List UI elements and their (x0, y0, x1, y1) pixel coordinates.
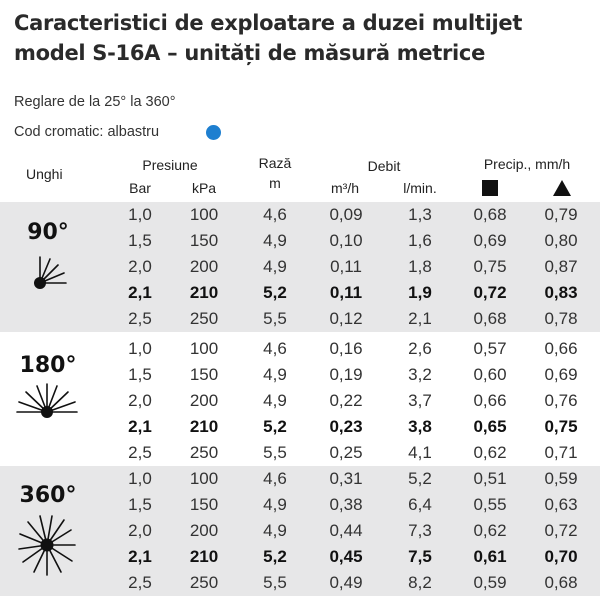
cell-precip-triangle: 0,78 (544, 309, 578, 328)
cell-precip-triangle: 0,59 (544, 469, 578, 488)
header-pressure: Presiune (142, 157, 198, 173)
cell-precip-triangle: 0,66 (544, 339, 578, 358)
cell-kpa: 210 (189, 417, 219, 436)
table-row-highlighted (0, 414, 600, 440)
cell-flow-m3h: 0,12 (329, 309, 363, 328)
cell-radius: 5,2 (263, 283, 287, 302)
table-row (0, 388, 600, 414)
cell-precip-square: 0,60 (473, 365, 507, 384)
cell-precip-triangle: 0,69 (544, 365, 578, 384)
black-square-icon (482, 180, 498, 196)
cell-kpa: 200 (189, 521, 219, 540)
cell-kpa: 200 (189, 391, 219, 410)
cell-bar: 2,0 (128, 521, 152, 540)
header-flow-lmin: l/min. (403, 180, 437, 196)
cell-flow-m3h: 0,45 (329, 547, 363, 566)
cell-radius: 4,9 (263, 231, 287, 250)
adjust-range-note: Reglare de la 25° la 360° (14, 94, 176, 110)
table-row-highlighted (0, 544, 600, 570)
header-precipitation: Precip., mm/h (483, 156, 571, 172)
cell-flow-lmin: 8,2 (408, 573, 432, 592)
cell-kpa: 210 (189, 283, 219, 302)
cell-precip-triangle: 0,75 (544, 417, 578, 436)
cell-flow-lmin: 4,1 (408, 443, 432, 462)
cell-bar: 1,5 (128, 365, 152, 384)
cell-precip-triangle: 0,71 (544, 443, 578, 462)
cell-radius: 4,6 (263, 339, 287, 358)
cell-bar: 2,0 (128, 257, 152, 276)
cell-radius: 5,5 (263, 573, 287, 592)
table-row (0, 570, 600, 596)
table-row-highlighted (0, 280, 600, 306)
cell-precip-square: 0,61 (473, 547, 507, 566)
table-row (0, 440, 600, 466)
header-radius-unit: m (269, 175, 281, 191)
page-title: Caracteristici de exploatare a duzei multijet model S-16A – unități de măsură metrice (14, 11, 523, 65)
cell-flow-m3h: 0,31 (329, 469, 363, 488)
cell-precip-square: 0,72 (473, 283, 507, 302)
cell-bar: 1,0 (128, 205, 152, 224)
header-radius: Rază (258, 155, 292, 171)
cell-bar: 1,5 (128, 495, 152, 514)
table-row (0, 306, 600, 332)
cell-radius: 4,9 (263, 495, 287, 514)
cell-bar: 1,0 (128, 339, 152, 358)
table-row (0, 336, 600, 362)
cell-kpa: 250 (189, 309, 219, 328)
cell-precip-square: 0,62 (473, 443, 507, 462)
cell-bar: 2,5 (128, 309, 152, 328)
cell-bar: 2,1 (128, 283, 152, 302)
cell-precip-triangle: 0,80 (544, 231, 578, 250)
cell-precip-square: 0,69 (473, 231, 507, 250)
cell-kpa: 150 (189, 495, 219, 514)
cell-radius: 4,9 (263, 391, 287, 410)
cell-precip-triangle: 0,76 (544, 391, 578, 410)
table-row (0, 492, 600, 518)
cell-precip-square: 0,65 (473, 417, 507, 436)
color-code-note: Cod cromatic: albastru (14, 124, 160, 140)
cell-precip-square: 0,51 (473, 469, 507, 488)
cell-kpa: 250 (189, 443, 219, 462)
cell-flow-lmin: 7,5 (408, 547, 432, 566)
cell-precip-triangle: 0,79 (544, 205, 578, 224)
cell-bar: 2,5 (128, 573, 152, 592)
cell-flow-m3h: 0,38 (329, 495, 363, 514)
cell-precip-triangle: 0,63 (544, 495, 578, 514)
cell-precip-triangle: 0,70 (544, 547, 578, 566)
cell-kpa: 250 (189, 573, 219, 592)
cell-precip-square: 0,75 (473, 257, 507, 276)
section-360 (0, 466, 600, 596)
cell-radius: 4,6 (263, 205, 287, 224)
cell-flow-m3h: 0,25 (329, 443, 363, 462)
header-flow-m3h: m³/h (331, 180, 359, 196)
table-row (0, 518, 600, 544)
angle-label: 90° (27, 220, 69, 245)
black-triangle-icon (553, 180, 571, 196)
cell-flow-m3h: 0,11 (329, 283, 363, 302)
cell-flow-lmin: 1,6 (408, 231, 432, 250)
cell-flow-m3h: 0,22 (329, 391, 363, 410)
cell-kpa: 150 (189, 231, 219, 250)
cell-bar: 2,5 (128, 443, 152, 462)
cell-kpa: 100 (189, 469, 219, 488)
cell-flow-lmin: 3,7 (408, 391, 432, 410)
cell-bar: 2,1 (128, 547, 152, 566)
table-row (0, 254, 600, 280)
table-row (0, 202, 600, 228)
cell-flow-m3h: 0,16 (329, 339, 363, 358)
header-kpa: kPa (191, 180, 217, 196)
cell-flow-lmin: 3,2 (408, 365, 432, 384)
cell-bar: 2,1 (128, 417, 152, 436)
angle-label: 360° (19, 483, 77, 508)
cell-kpa: 100 (189, 205, 219, 224)
cell-flow-m3h: 0,11 (330, 257, 362, 276)
cell-radius: 5,5 (263, 443, 287, 462)
section-180 (0, 336, 600, 466)
header-flow: Debit (367, 158, 401, 174)
cell-kpa: 200 (189, 257, 219, 276)
cell-precip-triangle: 0,72 (544, 521, 578, 540)
cell-radius: 5,2 (263, 417, 287, 436)
cell-kpa: 100 (189, 339, 219, 358)
cell-flow-m3h: 0,19 (329, 365, 363, 384)
cell-radius: 5,2 (263, 547, 287, 566)
cell-precip-square: 0,68 (473, 309, 507, 328)
angle-label: 180° (19, 353, 77, 378)
cell-bar: 2,0 (128, 391, 152, 410)
cell-precip-triangle: 0,68 (544, 573, 578, 592)
cell-bar: 1,0 (128, 469, 152, 488)
cell-flow-lmin: 1,9 (408, 283, 432, 302)
cell-flow-m3h: 0,44 (329, 521, 363, 540)
cell-flow-lmin: 2,1 (408, 309, 432, 328)
cell-flow-m3h: 0,09 (329, 205, 363, 224)
cell-flow-lmin: 6,4 (408, 495, 432, 514)
cell-kpa: 210 (189, 547, 219, 566)
cell-bar: 1,5 (128, 231, 152, 250)
table-row (0, 362, 600, 388)
cell-kpa: 150 (189, 365, 219, 384)
header-angle: Unghi (26, 166, 63, 182)
header-bar: Bar (129, 180, 151, 196)
cell-flow-lmin: 5,2 (408, 469, 432, 488)
cell-flow-lmin: 3,8 (408, 417, 432, 436)
section-90 (0, 202, 600, 332)
cell-flow-lmin: 1,3 (408, 205, 432, 224)
cell-radius: 4,9 (263, 521, 287, 540)
cell-flow-lmin: 2,6 (408, 339, 432, 358)
cell-precip-square: 0,68 (473, 205, 507, 224)
cell-precip-square: 0,55 (473, 495, 507, 514)
cell-flow-lmin: 1,8 (408, 257, 432, 276)
cell-precip-square: 0,59 (473, 573, 507, 592)
cell-precip-square: 0,57 (473, 339, 507, 358)
blue-color-dot-icon (206, 125, 221, 140)
cell-flow-m3h: 0,23 (329, 417, 363, 436)
cell-precip-triangle: 0,83 (544, 283, 578, 302)
cell-precip-triangle: 0,87 (544, 257, 578, 276)
table-row (0, 228, 600, 254)
cell-precip-square: 0,62 (473, 521, 507, 540)
cell-flow-m3h: 0,10 (329, 231, 363, 250)
cell-flow-m3h: 0,49 (329, 573, 363, 592)
cell-radius: 5,5 (263, 309, 287, 328)
table-row (0, 466, 600, 492)
cell-precip-square: 0,66 (473, 391, 507, 410)
cell-radius: 4,9 (263, 365, 287, 384)
cell-radius: 4,9 (263, 257, 287, 276)
cell-radius: 4,6 (263, 469, 287, 488)
cell-flow-lmin: 7,3 (408, 521, 432, 540)
